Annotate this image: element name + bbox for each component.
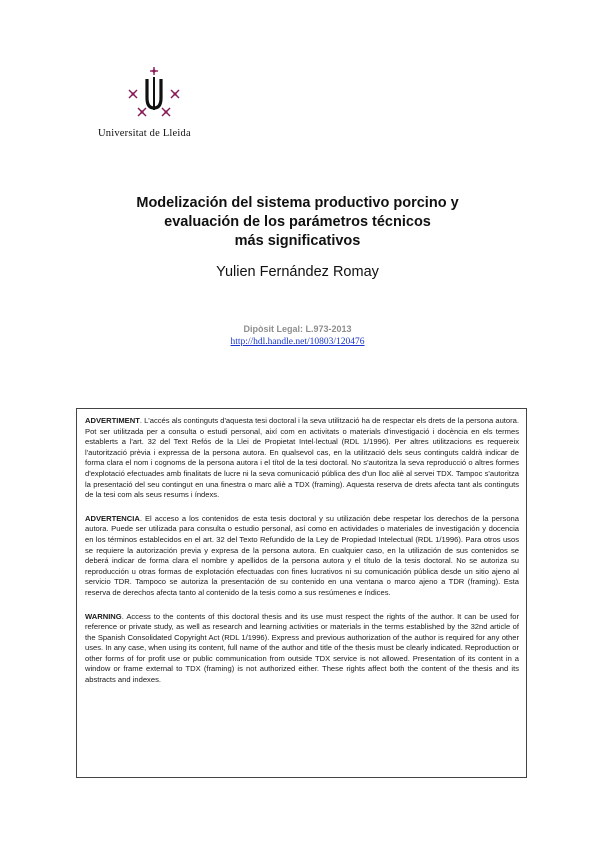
institution-name: Universitat de Lleida — [98, 128, 191, 139]
notice-english-text: . Access to the contents of this doctoral thesis and its use must respect the rights of the author. It can be used for reference or private study, as well as research and learning activities or materials in the terms established by the 32nd article of the Spanish Consolidated Copyright Act (RDL 1/1996). Express and previous authorization of the author is required for any other uses. In any case, when using its content, full name of the author and title of the thesis must be clearly indicated. Reproduction or other forms of for profit use or public communication from outside TDX service is not allowed. Presentation of its content in a window or frame external to TDX (framing) is not authorized either. These rights affect both the content of the thesis and its abstracts and indexes. — [85, 611, 519, 685]
handle-link-container — [40, 337, 555, 347]
university-logo — [98, 64, 208, 146]
notice-english — [85, 612, 519, 686]
notice-spanish-label: ADVERTENCIA — [85, 513, 140, 523]
legal-deposit: Dipòsit Legal: L.973-2013 — [243, 324, 352, 334]
thesis-title-line-2: evaluación de los parámetros técnicos — [164, 214, 431, 230]
notice-spanish-text: . El acceso a los contenidos de esta tesis doctoral y su utilización debe respetar los derechos de la persona autora. Puede ser utilizada para consulta o estudio personal, así como en actividades o materiales de investigación y docencia en los términos establecidos en el art. 32 del Texto Refundido de la Ley de Propiedad Intelectual (RDL 1/1996). Para otros usos se requiere la autorización previa y expresa de la persona autora. En cualquier caso, en la utilización de sus contenidos se deberá indicar de forma clara el nombre y apellidos de la persona autora y el título de la tesis doctoral. No se autoriza su reproducción u otras formas de explotación efectuadas con fines lucrativos ni su comunicación pública desde un sitio ajeno al servicio TDR. Tampoco se autoriza la presentación de su contenido en una ventana o marco ajeno a TDR (framing). Esta reserva de derechos afecta tanto al contenido de la tesis como a sus resúmenes e índices. — [85, 513, 519, 597]
university-emblem-icon — [114, 64, 194, 124]
handle-link[interactable]: http://hdl.handle.net/10803/120476 — [230, 337, 365, 347]
notice-spanish — [85, 514, 519, 599]
thesis-title-line-3: más significativos — [234, 233, 361, 249]
notice-catalan — [85, 416, 519, 501]
notice-catalan-label: ADVERTIMENT — [85, 416, 140, 425]
notice-english-label: WARNING — [85, 611, 122, 621]
thesis-title — [40, 194, 555, 251]
author-name: Yulien Fernández Romay — [216, 264, 379, 280]
notice-catalan-text: . L'accés als continguts d'aquesta tesi doctoral i la seva utilització ha de respectar els drets de la persona autora. Pot ser utilitzada per a consulta o estudi personal, així com en activitats o materials d'investigació i docència en els termes establerts a l'art. 32 del Text Refós de la Llei de Propietat Intel·lectual (RDL 1/1996). Per altres utilitzacions es requereix l'autorització prèvia i expressa de la persona autora. En qualsevol cas, en la utilització dels seus continguts caldrà indicar de forma clara el nom i cognoms de la persona autora i el títol de la tesi doctoral. No s'autoritza la seva reproducció o altres formes d'explotació efectuades amb finalitats de lucre ni la seva comunicació pública des d'un lloc aliè al servei TDX. Tampoc s'autoritza la presentació del seu contingut en una finestra o marc aliè a TDX (framing). Aquesta reserva de drets afecta tant als continguts de la tesi com als seus resums i índexs. — [85, 416, 519, 500]
rights-notice-box — [76, 408, 527, 778]
thesis-title-line-1: Modelización del sistema productivo porcino y — [136, 195, 459, 211]
